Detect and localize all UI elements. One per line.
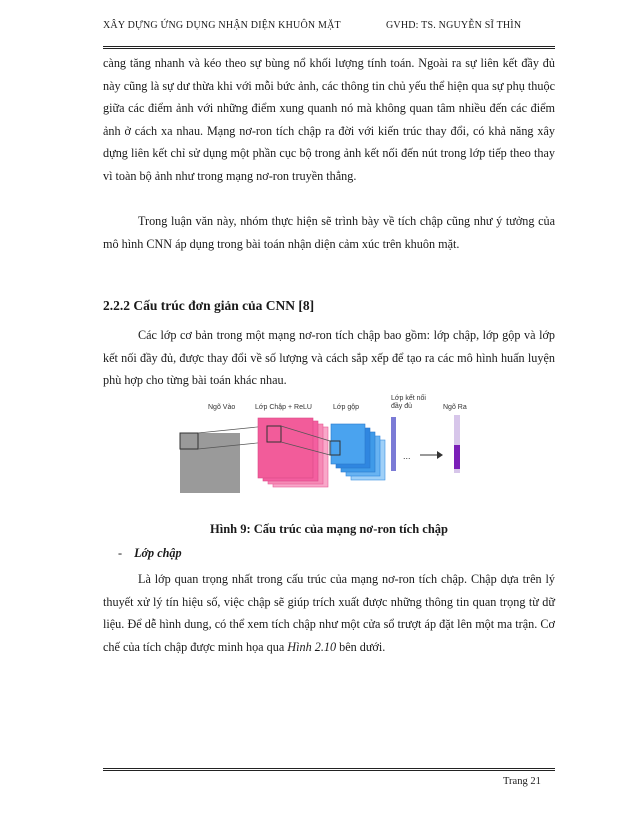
header-divider — [103, 46, 555, 49]
section-heading: 2.2.2 Cấu trúc đơn giản của CNN [8] — [103, 298, 315, 313]
pool-map — [331, 424, 365, 464]
paragraph-4-end: bên dưới. — [336, 639, 386, 654]
figure-reference: Hình 2.10 — [287, 639, 337, 654]
paragraph-4 — [103, 568, 555, 658]
label-pool: Lớp gộp — [333, 404, 360, 411]
bullet-title: Lớp chập — [134, 546, 182, 560]
footer-divider — [103, 768, 555, 771]
label-fc: Lớp kết nối đầy đủ — [391, 395, 426, 410]
fc-layer — [391, 417, 396, 471]
cnn-diagram-graphic — [175, 395, 475, 505]
paragraph-4-text: Là lớp quan trọng nhất trong cấu trúc của mạng nơ-ron tích chập. Chập dựa trên lý thuyết xử lý tín hiệu số, việc chập sẽ giúp trích xuất được những thông tin quan trọng từ dữ liệu. Để dễ hình dung, có thể xem tích chập như một cửa sổ trượt áp đặt lên một ma trận. Cơ chế của tích chập được minh họa qua — [103, 572, 555, 654]
label-conv: Lớp Chập + ReLU — [255, 404, 312, 411]
bullet-dash: - — [118, 546, 123, 560]
page-number: Trang 21 — [503, 776, 541, 787]
bullet-heading — [118, 546, 182, 561]
label-output: Ngõ Ra — [443, 404, 467, 411]
advisor-name: GVHD: TS. NGUYỄN SĨ THÌN — [386, 20, 522, 31]
paragraph-2: Trong luận văn này, nhóm thực hiện sẽ trình bày về tích chập cũng như ý tưởng của mô hình CNN áp dụng trong bài toán nhận diện cảm xúc trên khuôn mặt. — [103, 214, 555, 251]
cnn-diagram — [175, 395, 475, 505]
figure-caption: Hình 9: Cấu trúc của mạng nơ-ron tích chập — [210, 522, 448, 536]
paragraph-1: càng tăng nhanh và kéo theo sự bùng nổ khối lượng tính toán. Ngoài ra sự liên kết đầy đủ này cũng là sự dư thừa khi với mỗi bức ảnh, các thông tin chủ yếu thể hiện qua sự phụ thuộc giữa các điểm ảnh với những điểm xung quanh nó mà không quan tâm nhiều đến các điểm ảnh ở cách xa nhau. Mạng nơ-ron tích chập ra đời với kiến trúc thay đổi, có khả năng xây dựng liên kết chỉ sử dụng một phần cục bộ trong ảnh kết nối đến nút trong lớp tiếp theo thay vì toàn bộ ảnh như trong mạng nơ-ron truyền thẳng. — [103, 56, 555, 183]
output-layer — [454, 445, 460, 469]
input-layer — [180, 433, 240, 493]
label-input: Ngõ Vào — [208, 404, 236, 411]
document-title: XÂY DỰNG ỨNG DỤNG NHẬN DIỆN KHUÔN MẶT — [103, 20, 341, 31]
ellipsis: ... — [403, 451, 411, 461]
paragraph-3: Các lớp cơ bản trong một mạng nơ-ron tích chập bao gồm: lớp chập, lớp gộp và lớp kết nối đầy đủ, được thay đổi về số lượng và cách sắp xếp để tạo ra các mô hình huấn luyện phù hợp cho từng bài toán khác nhau. — [103, 328, 555, 388]
